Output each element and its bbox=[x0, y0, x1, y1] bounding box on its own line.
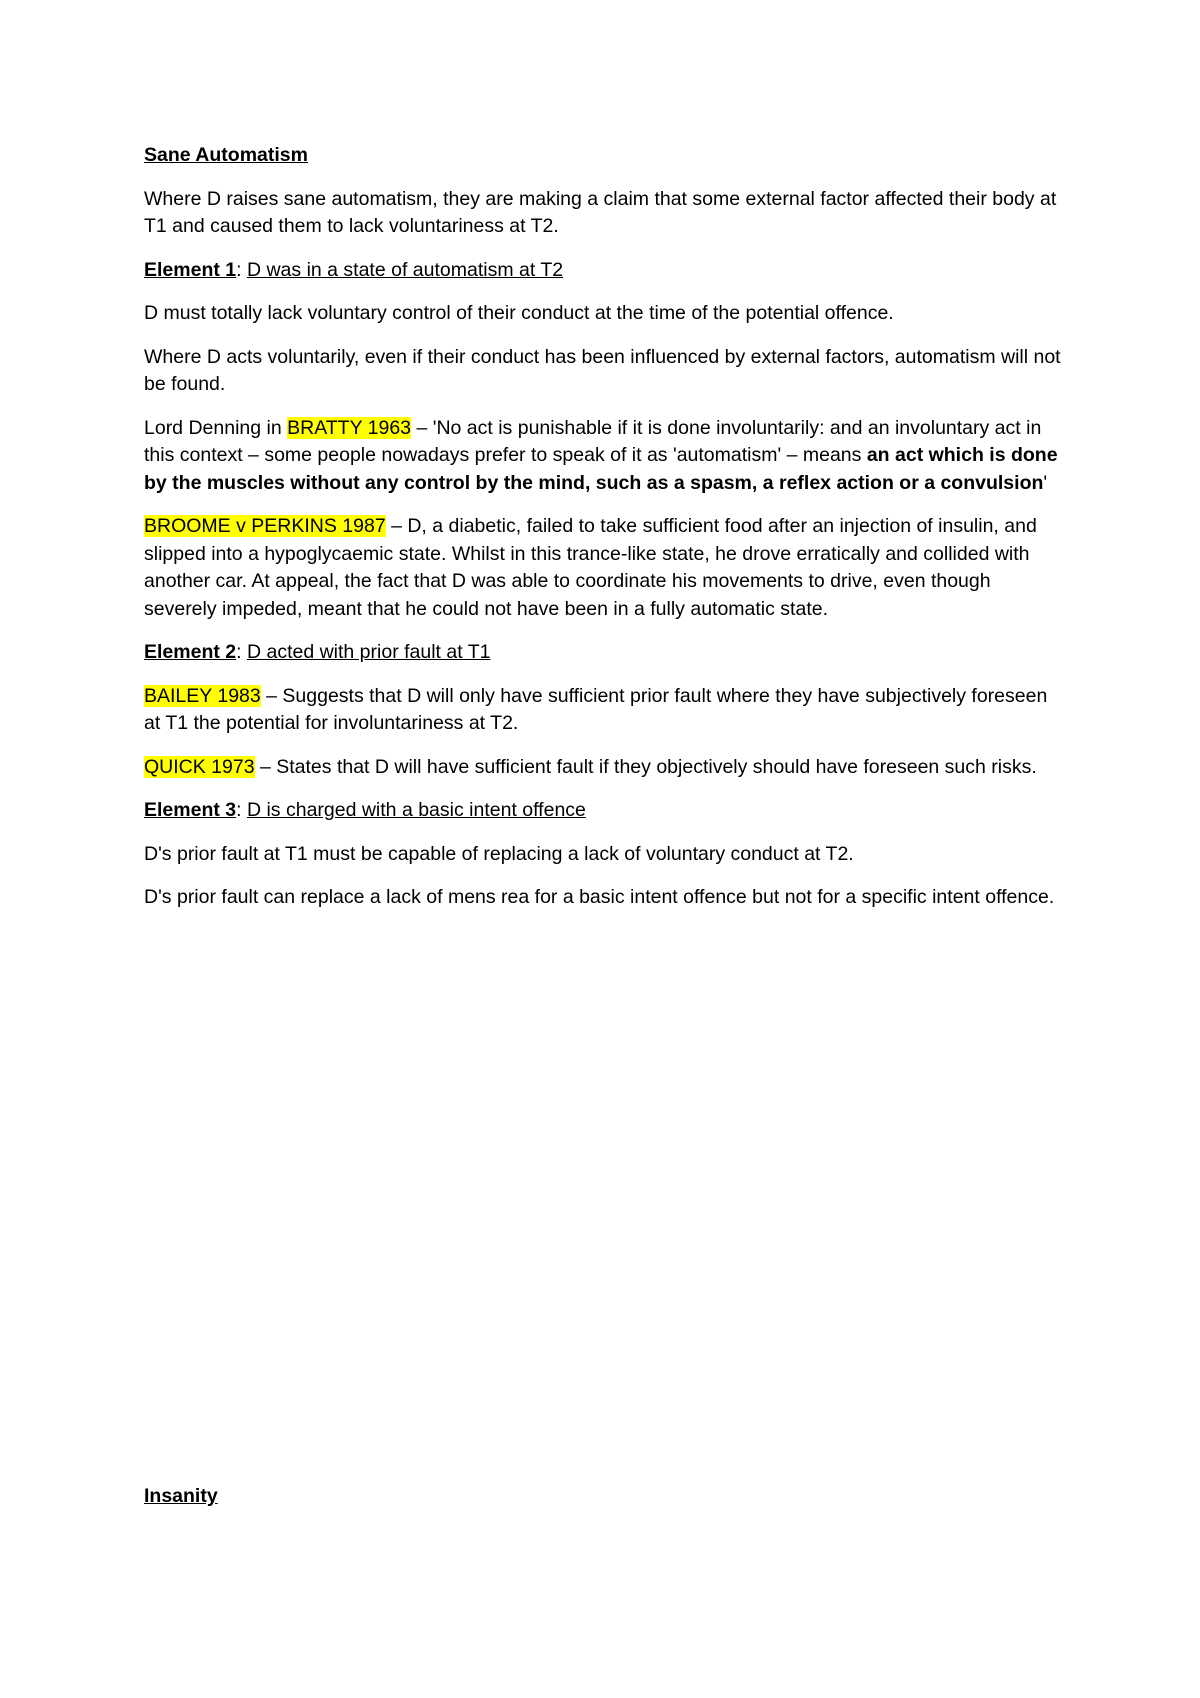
element-title: D is charged with a basic intent offence bbox=[246, 799, 586, 821]
section-title: Insanity bbox=[144, 1485, 218, 1507]
element-label: Element 1 bbox=[144, 258, 237, 281]
bratty-bold-quote: an act which is done by the muscles without any control by the mind, such as a spasm, a reflex action or a convulsion bbox=[144, 444, 1058, 494]
case-name-bratty: BRATTY 1963 bbox=[287, 416, 412, 439]
element-3-paragraph-2: D's prior fault can replace a lack of mens rea for a basic intent offence but not for a specific intent offence. bbox=[144, 886, 1055, 908]
element-3-paragraph-1: D's prior fault at T1 must be capable of replacing a lack of voluntary conduct at T2. bbox=[144, 842, 854, 865]
element-3-heading bbox=[144, 797, 1064, 825]
element-1-paragraph-2: Where D acts voluntarily, even if their conduct has been influenced by external factors, automatism will not be found. bbox=[144, 345, 1061, 395]
bratty-end: ' bbox=[1043, 471, 1048, 494]
element-title: D acted with prior fault at T1 bbox=[246, 641, 491, 663]
section-heading-sane-automatism bbox=[144, 142, 1064, 170]
intro-paragraph: Where D raises sane automatism, they are making a claim that some external factor affected their body at T1 and caused them to lack voluntariness at T2. bbox=[144, 187, 1057, 237]
section-title: Sane Automatism bbox=[144, 144, 308, 166]
element-sep: : bbox=[236, 799, 247, 821]
element-2-heading bbox=[144, 639, 1064, 667]
broome-paragraph bbox=[144, 513, 1064, 623]
bailey-paragraph bbox=[144, 683, 1064, 738]
element-sep: : bbox=[236, 258, 247, 281]
element-1-paragraph-1: D must totally lack voluntary control of their conduct at the time of the potential offence. bbox=[144, 302, 894, 324]
bratty-quote: – 'No act is punishable if it is done involuntarily: and an involuntary act in this context – some people nowadays prefer to speak of it as 'automatism' – means bbox=[144, 416, 1042, 466]
element-sep: : bbox=[236, 641, 247, 663]
case-name-broome: BROOME v PERKINS 1987 bbox=[144, 515, 386, 537]
quick-paragraph bbox=[144, 754, 1064, 782]
bratty-paragraph bbox=[144, 415, 1064, 498]
case-name-quick: QUICK 1973 bbox=[144, 755, 255, 778]
quick-text: – States that D will have sufficient fault if they objectively should have foreseen such risks. bbox=[254, 755, 1037, 778]
element-title: D was in a state of automatism at T2 bbox=[246, 258, 564, 281]
document-body bbox=[144, 142, 1064, 928]
element-label: Element 3 bbox=[144, 799, 237, 821]
broome-text: – D, a diabetic, failed to take sufficient food after an injection of insulin, and slipped into a hypoglycaemic state. Whilst in this trance-like state, he drove erratically and collided with another car. At appeal, the fact that D was able to coordinate his movements to drive, even though severely impeded, meant that he could not have been in a fully automatic state. bbox=[144, 515, 1037, 620]
bratty-before: Lord Denning in bbox=[144, 416, 288, 439]
section-heading-insanity bbox=[144, 1483, 218, 1511]
case-name-bailey: BAILEY 1983 bbox=[144, 684, 261, 707]
element-label: Element 2 bbox=[144, 641, 237, 663]
bailey-text: – Suggests that D will only have sufficient prior fault where they have subjectively foreseen at T1 the potential for involuntariness at T2. bbox=[144, 684, 1048, 734]
element-1-heading bbox=[144, 257, 1064, 285]
